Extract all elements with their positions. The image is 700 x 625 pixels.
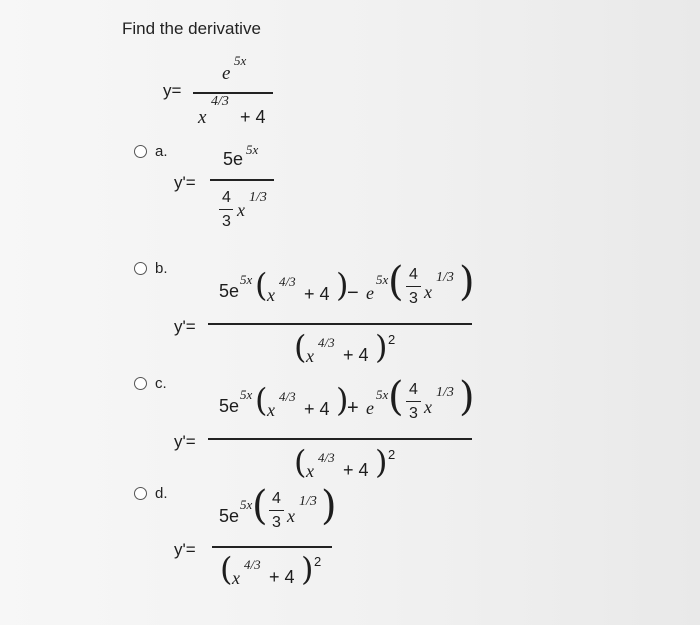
option-c-operator: + bbox=[347, 397, 359, 419]
option-c-exp13: 1/3 bbox=[436, 385, 454, 400]
option-c-e: e bbox=[366, 398, 374, 418]
option-d-four: 4 bbox=[272, 490, 281, 507]
option-d-den-square: 2 bbox=[314, 554, 322, 569]
function-denominator-base: x bbox=[198, 107, 207, 128]
option-d-rparen: ) bbox=[321, 483, 337, 529]
option-c-label: c. bbox=[155, 375, 167, 392]
option-d-den-rparen: ) bbox=[301, 550, 314, 588]
option-d-exp13: 1/3 bbox=[299, 494, 317, 509]
option-c-plus4: + 4 bbox=[304, 399, 330, 419]
option-d-den-lparen: ( bbox=[220, 550, 233, 588]
option-b-exp13: 1/3 bbox=[436, 270, 454, 285]
option-d-den-x: x bbox=[232, 568, 240, 588]
option-c-den-x: x bbox=[306, 461, 314, 481]
option-d-5e: 5e bbox=[219, 506, 240, 526]
option-d-x: x bbox=[287, 506, 295, 526]
option-a-exp: 1/3 bbox=[249, 190, 267, 205]
option-a-coef-bar bbox=[219, 209, 233, 210]
option-a-label: a. bbox=[155, 143, 168, 160]
option-c-radio[interactable] bbox=[134, 377, 147, 390]
option-b-x: x bbox=[267, 285, 275, 305]
option-b-den-exp43: 4/3 bbox=[318, 335, 335, 350]
option-b-coef-bar bbox=[406, 286, 421, 287]
option-b-exp5x-2: 5x bbox=[376, 272, 389, 287]
option-b-three: 3 bbox=[409, 290, 418, 307]
option-c-lparen: ( bbox=[255, 381, 268, 419]
option-d-three: 3 bbox=[272, 514, 281, 531]
option-a-lhs: y'= bbox=[174, 173, 196, 192]
option-d-coef-bar bbox=[269, 510, 284, 511]
option-c-coef-bar bbox=[406, 401, 421, 402]
option-d-label: d. bbox=[155, 485, 168, 502]
option-b-den-x: x bbox=[306, 346, 314, 366]
option-c-x: x bbox=[267, 400, 275, 420]
option-b-lparen: ( bbox=[255, 266, 268, 304]
option-b-exp5x: 5x bbox=[240, 272, 253, 287]
option-b-den-plus4: + 4 bbox=[343, 345, 369, 365]
option-d-lparen: ( bbox=[252, 483, 268, 529]
option-c-5e: 5e bbox=[219, 396, 240, 416]
option-b-den-rparen: ) bbox=[375, 328, 388, 366]
option-a-numerator-exponent: 5x bbox=[246, 142, 259, 157]
option-b-operator: − bbox=[347, 282, 359, 304]
option-b-label: b. bbox=[155, 260, 168, 277]
option-b-5e: 5e bbox=[219, 281, 240, 301]
option-b-four: 4 bbox=[409, 266, 418, 283]
option-d-lhs: y'= bbox=[174, 540, 196, 559]
option-a-coef-num: 4 bbox=[222, 189, 231, 206]
option-c-rparen-2: ) bbox=[459, 374, 475, 420]
option-c-lparen-2: ( bbox=[388, 374, 404, 420]
option-b-rparen-2: ) bbox=[459, 259, 475, 305]
option-c-four: 4 bbox=[409, 381, 418, 398]
option-d-exp5x: 5x bbox=[240, 497, 253, 512]
option-b-lparen-2: ( bbox=[388, 259, 404, 305]
option-b-fraction-bar bbox=[208, 323, 472, 325]
option-c-fraction-bar bbox=[208, 438, 472, 440]
option-b-e: e bbox=[366, 283, 374, 303]
option-d-den-exp43: 4/3 bbox=[244, 557, 261, 572]
option-b-exp43: 4/3 bbox=[279, 274, 296, 289]
option-c-three: 3 bbox=[409, 405, 418, 422]
option-c-rparen: ) bbox=[336, 381, 349, 419]
function-numerator-exponent: 5x bbox=[234, 53, 247, 68]
option-d-den-plus4: + 4 bbox=[269, 567, 295, 587]
option-c-den-rparen: ) bbox=[375, 443, 388, 481]
option-c-exp5x: 5x bbox=[240, 387, 253, 402]
function-denominator-exponent: 4/3 bbox=[211, 94, 229, 109]
option-b-rparen: ) bbox=[336, 266, 349, 304]
function-lhs: y= bbox=[163, 81, 182, 100]
option-a-fraction-bar bbox=[210, 179, 274, 181]
option-c-den-lparen: ( bbox=[294, 443, 307, 481]
option-b-radio[interactable] bbox=[134, 262, 147, 275]
option-b-lhs: y'= bbox=[174, 317, 196, 336]
function-fraction-bar bbox=[193, 92, 273, 94]
option-c-den-plus4: + 4 bbox=[343, 460, 369, 480]
option-b-den-square: 2 bbox=[388, 332, 396, 347]
option-a-radio[interactable] bbox=[134, 145, 147, 158]
option-c-exp43: 4/3 bbox=[279, 389, 296, 404]
option-b-plus4: + 4 bbox=[304, 284, 330, 304]
option-a-numerator: 5e bbox=[223, 149, 244, 169]
option-d-fraction-bar bbox=[212, 546, 332, 548]
option-c-lhs: y'= bbox=[174, 432, 196, 451]
option-c-exp5x-2: 5x bbox=[376, 387, 389, 402]
question-title: Find the derivative bbox=[122, 19, 261, 38]
option-c-x-2: x bbox=[424, 397, 432, 417]
option-c-den-square: 2 bbox=[388, 447, 396, 462]
option-a-var: x bbox=[237, 200, 245, 220]
option-b-den-lparen: ( bbox=[294, 328, 307, 366]
option-a-coef-den: 3 bbox=[222, 213, 231, 230]
function-numerator: e bbox=[222, 63, 231, 84]
function-denominator-rest: + 4 bbox=[240, 107, 266, 127]
option-b-x-2: x bbox=[424, 282, 432, 302]
option-c-den-exp43: 4/3 bbox=[318, 450, 335, 465]
option-d-radio[interactable] bbox=[134, 487, 147, 500]
